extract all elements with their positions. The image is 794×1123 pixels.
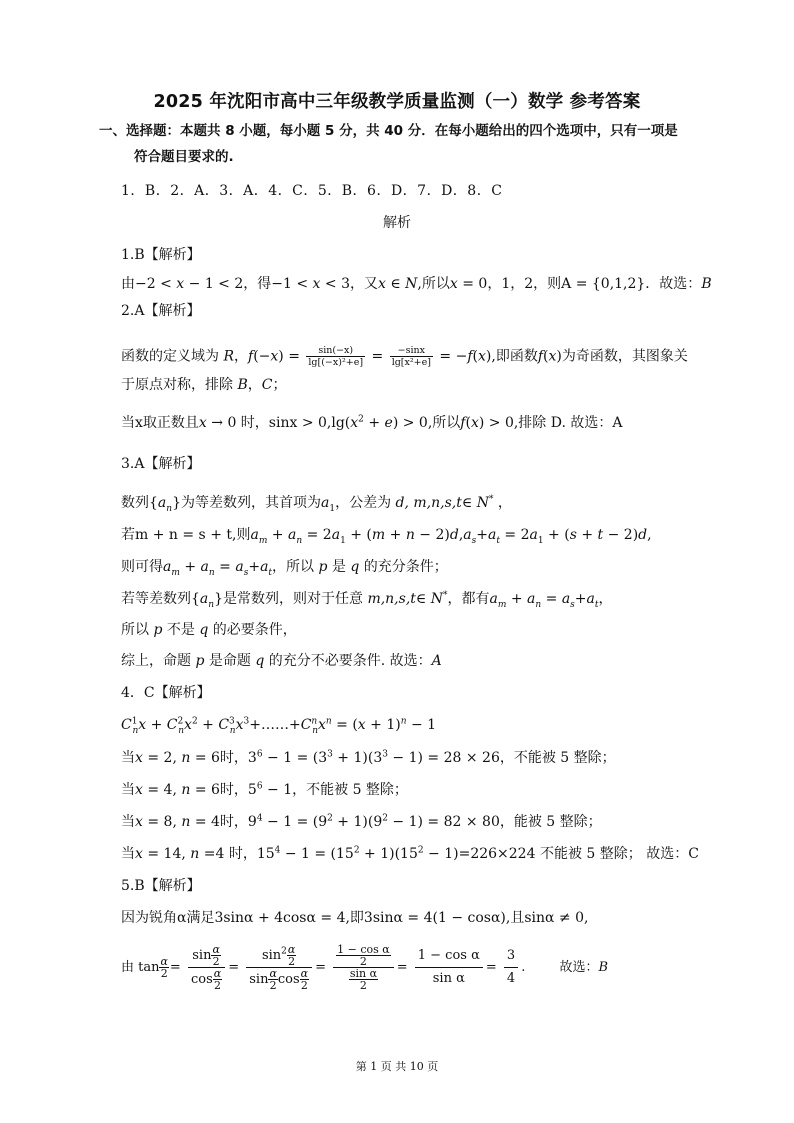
q4-line4: 当x = 8, n = 4时，$9^4 - 1 = (9^2 + 1)(9^2 - 1) = 82 \times 80$，能被 5 整除； [121,813,602,830]
q4-heading: 4．C【解析】 [121,685,211,701]
q1-heading: 1.B【解析】 [121,247,201,263]
section-heading-line2: 符合题目要求的. [134,149,234,165]
fraction: $\frac{3}{4}$ [504,945,518,990]
q2-line1: 函数的定义域为 R，f(−x) = $\frac{\sin(-x)}{\text{lg[(−x)²+e]}}$ = $\frac{-\sin x}{\text{lg[x²+e]}}$ = −f(x),即函数f(x)为奇函数，其图象关 [121,345,688,368]
fraction: $\frac{-\sin x}{\text{lg[x²+e]}}$ [391,345,431,368]
fraction: sin $\frac{\alpha}{2}$ cos $\frac{\alpha}{2}$ [188,944,225,991]
fraction: $\frac{\text{1 − cos α}}{\text{sin α}}$ [415,945,483,990]
q5-line1: 因为锐角α满足3sinα + 4cosα = 4,即3sinα = 4(1 − cosα),且sinα ≠ 0, [121,910,589,926]
q4-line1: $C^1_nx + C^2_nx^2$ + $C^3_nx^3+\dots\dots+C^n_nx^n = (x + 1)^n - 1$ [121,716,437,736]
q3-heading: 3.A【解析】 [121,456,201,472]
q3-line3: 则可得$a_m + a_n = a_s+a_t$，所以 p 是 q 的充分条件； [121,559,448,578]
q3-line4: 若等差数列$\{a_n\}$是常数列，则对于任意 m,n,s,t∈ N*，都有$a_m + a_n = a_s+a_t$， [121,590,613,610]
fraction: $\sin^2$ $\frac{\alpha}{2}$ sin $\frac{\alpha}{2}$ cos $\frac{\alpha}{2}$ [246,944,312,991]
q2-line2: 于原点对称，排除 B，C； [121,377,287,393]
answer-key: 1．B．2．A．3．A．4．C．5．B．6．D．7．D．8．C [121,183,503,199]
q4-line2: 当x = 2, n = 6时，$3^6 - 1 = (3^3 + 1)(3^3 - 1) = 28 \times 26$，不能被 5 整除； [121,749,616,766]
q3-line6: 综上，命题 p 是命题 q 的充分不必要条件. 故选：A [121,653,442,669]
q4-line3: 当x = 4, n = 6时，$5^6 - 1$，不能被 5 整除； [121,781,408,798]
section-heading-line1: 一、选择题：本题共 8 小题，每小题 5 分，共 40 分．在每小题给出的四个选项中，只有一项是 [99,123,678,139]
fraction: $\frac{\sin(-x)}{\text{lg[(−x)²+e]}}$ [308,345,364,368]
q5-formula: 由 tan $\frac{\alpha}{2}$ = sin $\frac{\alpha}{2}$ cos $\frac{\alpha}{2}$ = $\sin^2$ $\frac{\alpha}{2}$ sin $\frac{\alpha}{2}$ cos $\frac{\alpha}{2}$ = $\frac{\frac{\text{1 − cos α}}{2}}{\frac{\text{sin α}}{2}}$ = $\frac{\text{1 − cos α}}{\text{sin α}}$ = $\frac{3}{4}$ . 故选：B [121,943,609,992]
q2-line3: 当x取正数且x → 0 时，$\sin x > 0,\lg(x^2 + e) > 0$,所以f(x) > 0,排除 D. 故选：A [121,414,623,431]
q4-line5: 当x = 14, n =4 时，$15^4 - 1 = (15^2 + 1)(15^2 - 1)=226\times 224$ 不能被 5 整除； 故选：C [121,845,699,862]
q1-line1: 由−2 < x − 1 < 2，得−1 < x < 3，又x ∈ N,所以x = 0，1，2，则A = {0,1,2}．故选：B [121,276,712,292]
q3-line1: 数列$\{a_n\}$为等差数列，其首项为$a_1$，公差为 d, m,n,s,t∈ N* ， [121,494,512,514]
q5-heading: 5.B【解析】 [121,878,201,894]
q2-heading: 2.A【解析】 [121,303,201,319]
q3-line5: 所以 p 不是 q 的必要条件， [121,622,297,638]
analysis-heading: 解析 [383,215,411,231]
page-title: 2025 年沈阳市高中三年级教学质量监测（一）数学 参考答案 [153,92,641,112]
fraction: $\frac{\frac{\text{1 − cos α}}{2}}{\frac{\text{sin α}}{2}}$ [333,944,394,991]
q3-line2: 若m + n = s + t,则$a_m + a_n = 2a_1 + (m + n - 2)d,a_s+a_t = 2a_1 + (s + t - 2)d$, [121,527,652,546]
page-footer: 第 1 页 共 10 页 [355,1060,439,1073]
